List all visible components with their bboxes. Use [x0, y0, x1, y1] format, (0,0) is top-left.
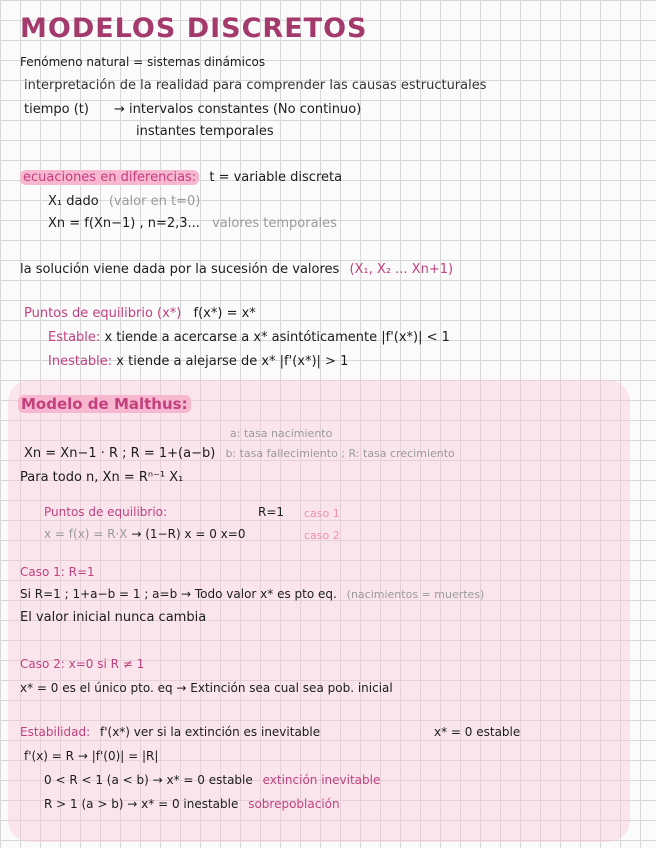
equilibrium-row — [24, 306, 256, 322]
diff-variable-def: t = variable discreta — [209, 170, 343, 185]
case1-line2: El valor inicial nunca cambia — [20, 610, 207, 625]
unstable-case: R > 1 (a > b) → x* = 0 inestable — [44, 797, 239, 811]
stability-row — [20, 724, 320, 740]
case2-tag: caso 2 — [304, 529, 340, 542]
page-title: MODELOS DISCRETOS — [20, 13, 368, 44]
malthus-formula: Xn = Xn−1 · R ; R = 1+(a−b) — [24, 446, 216, 461]
unstable-text: x tiende a alejarse de x* |f'(x*)| > 1 — [116, 354, 349, 369]
diff-equations-row — [20, 170, 342, 186]
malthus-title-row — [18, 396, 191, 414]
case2-line: x* = 0 es el único pto. eq → Extinción sea cual sea pob. inicial — [20, 681, 393, 695]
equilibrium-label: Puntos de equilibrio (x*) — [24, 306, 182, 321]
stable-case-row — [44, 772, 380, 788]
overpopulation-tag: sobrepoblación — [248, 797, 340, 811]
case1-line: Si R=1 ; 1+a−b = 1 ; a=b → Todo valor x* es pto eq. — [20, 587, 337, 601]
solution-sequence: (X₁, X₂ ... Xn+1) — [349, 262, 454, 277]
derivative-line: f'(x) = R → |f'(0)| = |R| — [24, 749, 159, 763]
stable-label: Estable: — [48, 330, 101, 345]
extinction-tag: extinción inevitable — [262, 773, 381, 787]
stability-text: f'(x*) ver si la extinción es inevitable — [99, 725, 321, 739]
death-rate-note: b: tasa fallecimiento ; R: tasa crecimiento — [225, 447, 455, 460]
stability-right: x* = 0 estable — [434, 725, 521, 739]
malthus-eq-label: Puntos de equilibrio: — [44, 505, 168, 519]
case1-row — [20, 586, 484, 603]
malthus-eq-formula-grey: x = f(x) = R·X — [44, 527, 128, 541]
birth-rate-note: a: tasa nacimiento — [230, 427, 333, 440]
malthus-eq-formula: → (1−R) x = 0 x=0 — [131, 527, 246, 541]
malthus-title: Modelo de Malthus: — [18, 395, 191, 413]
intro-time-label: tiempo (t) — [24, 102, 89, 117]
stability-label: Estabilidad: — [20, 725, 91, 739]
solution-row — [20, 262, 453, 278]
recurrence-row — [48, 216, 337, 232]
diff-equations-label: ecuaciones en diferencias: — [20, 170, 199, 185]
general-solution: Para todo n, Xn = Rⁿ⁻¹ X₁ — [20, 470, 184, 485]
stable-row — [48, 330, 450, 346]
intro-line-2: interpretación de la realidad para comprender las causas estructurales — [24, 78, 487, 93]
initial-value-note: (valor en t=0) — [108, 194, 201, 209]
malthus-eq-r: R=1 — [258, 505, 285, 519]
malthus-formula-row — [24, 446, 455, 462]
unstable-row — [48, 354, 348, 370]
case1-tag: caso 1 — [304, 507, 340, 520]
equilibrium-formula: f(x*) = x* — [193, 306, 256, 321]
stable-case: 0 < R < 1 (a < b) → x* = 0 estable — [44, 773, 253, 787]
unstable-label: Inestable: — [48, 354, 113, 369]
case2-title: Caso 2: x=0 si R ≠ 1 — [20, 657, 145, 671]
case1-note: (nacimientos = muertes) — [346, 588, 485, 601]
solution-text: la solución viene dada por la sucesión de valores — [20, 262, 340, 277]
intro-line-1: Fenómeno natural = sistemas dinámicos — [20, 55, 266, 69]
malthus-eq-formula-row — [44, 526, 245, 542]
stable-text: x tiende a acercarse a x* asintóticamente |f'(x*)| < 1 — [104, 330, 450, 345]
unstable-case-row — [44, 796, 340, 812]
initial-value-row — [48, 194, 200, 210]
recurrence-formula: Xn = f(Xn−1) , n=2,3... — [48, 216, 200, 231]
case1-title: Caso 1: R=1 — [20, 565, 95, 579]
intro-time-def: → intervalos constantes (No continuo) — [114, 102, 362, 117]
initial-value: X₁ dado — [48, 194, 99, 209]
intro-instants: instantes temporales — [136, 124, 274, 139]
recurrence-note: valores temporales — [212, 216, 337, 231]
